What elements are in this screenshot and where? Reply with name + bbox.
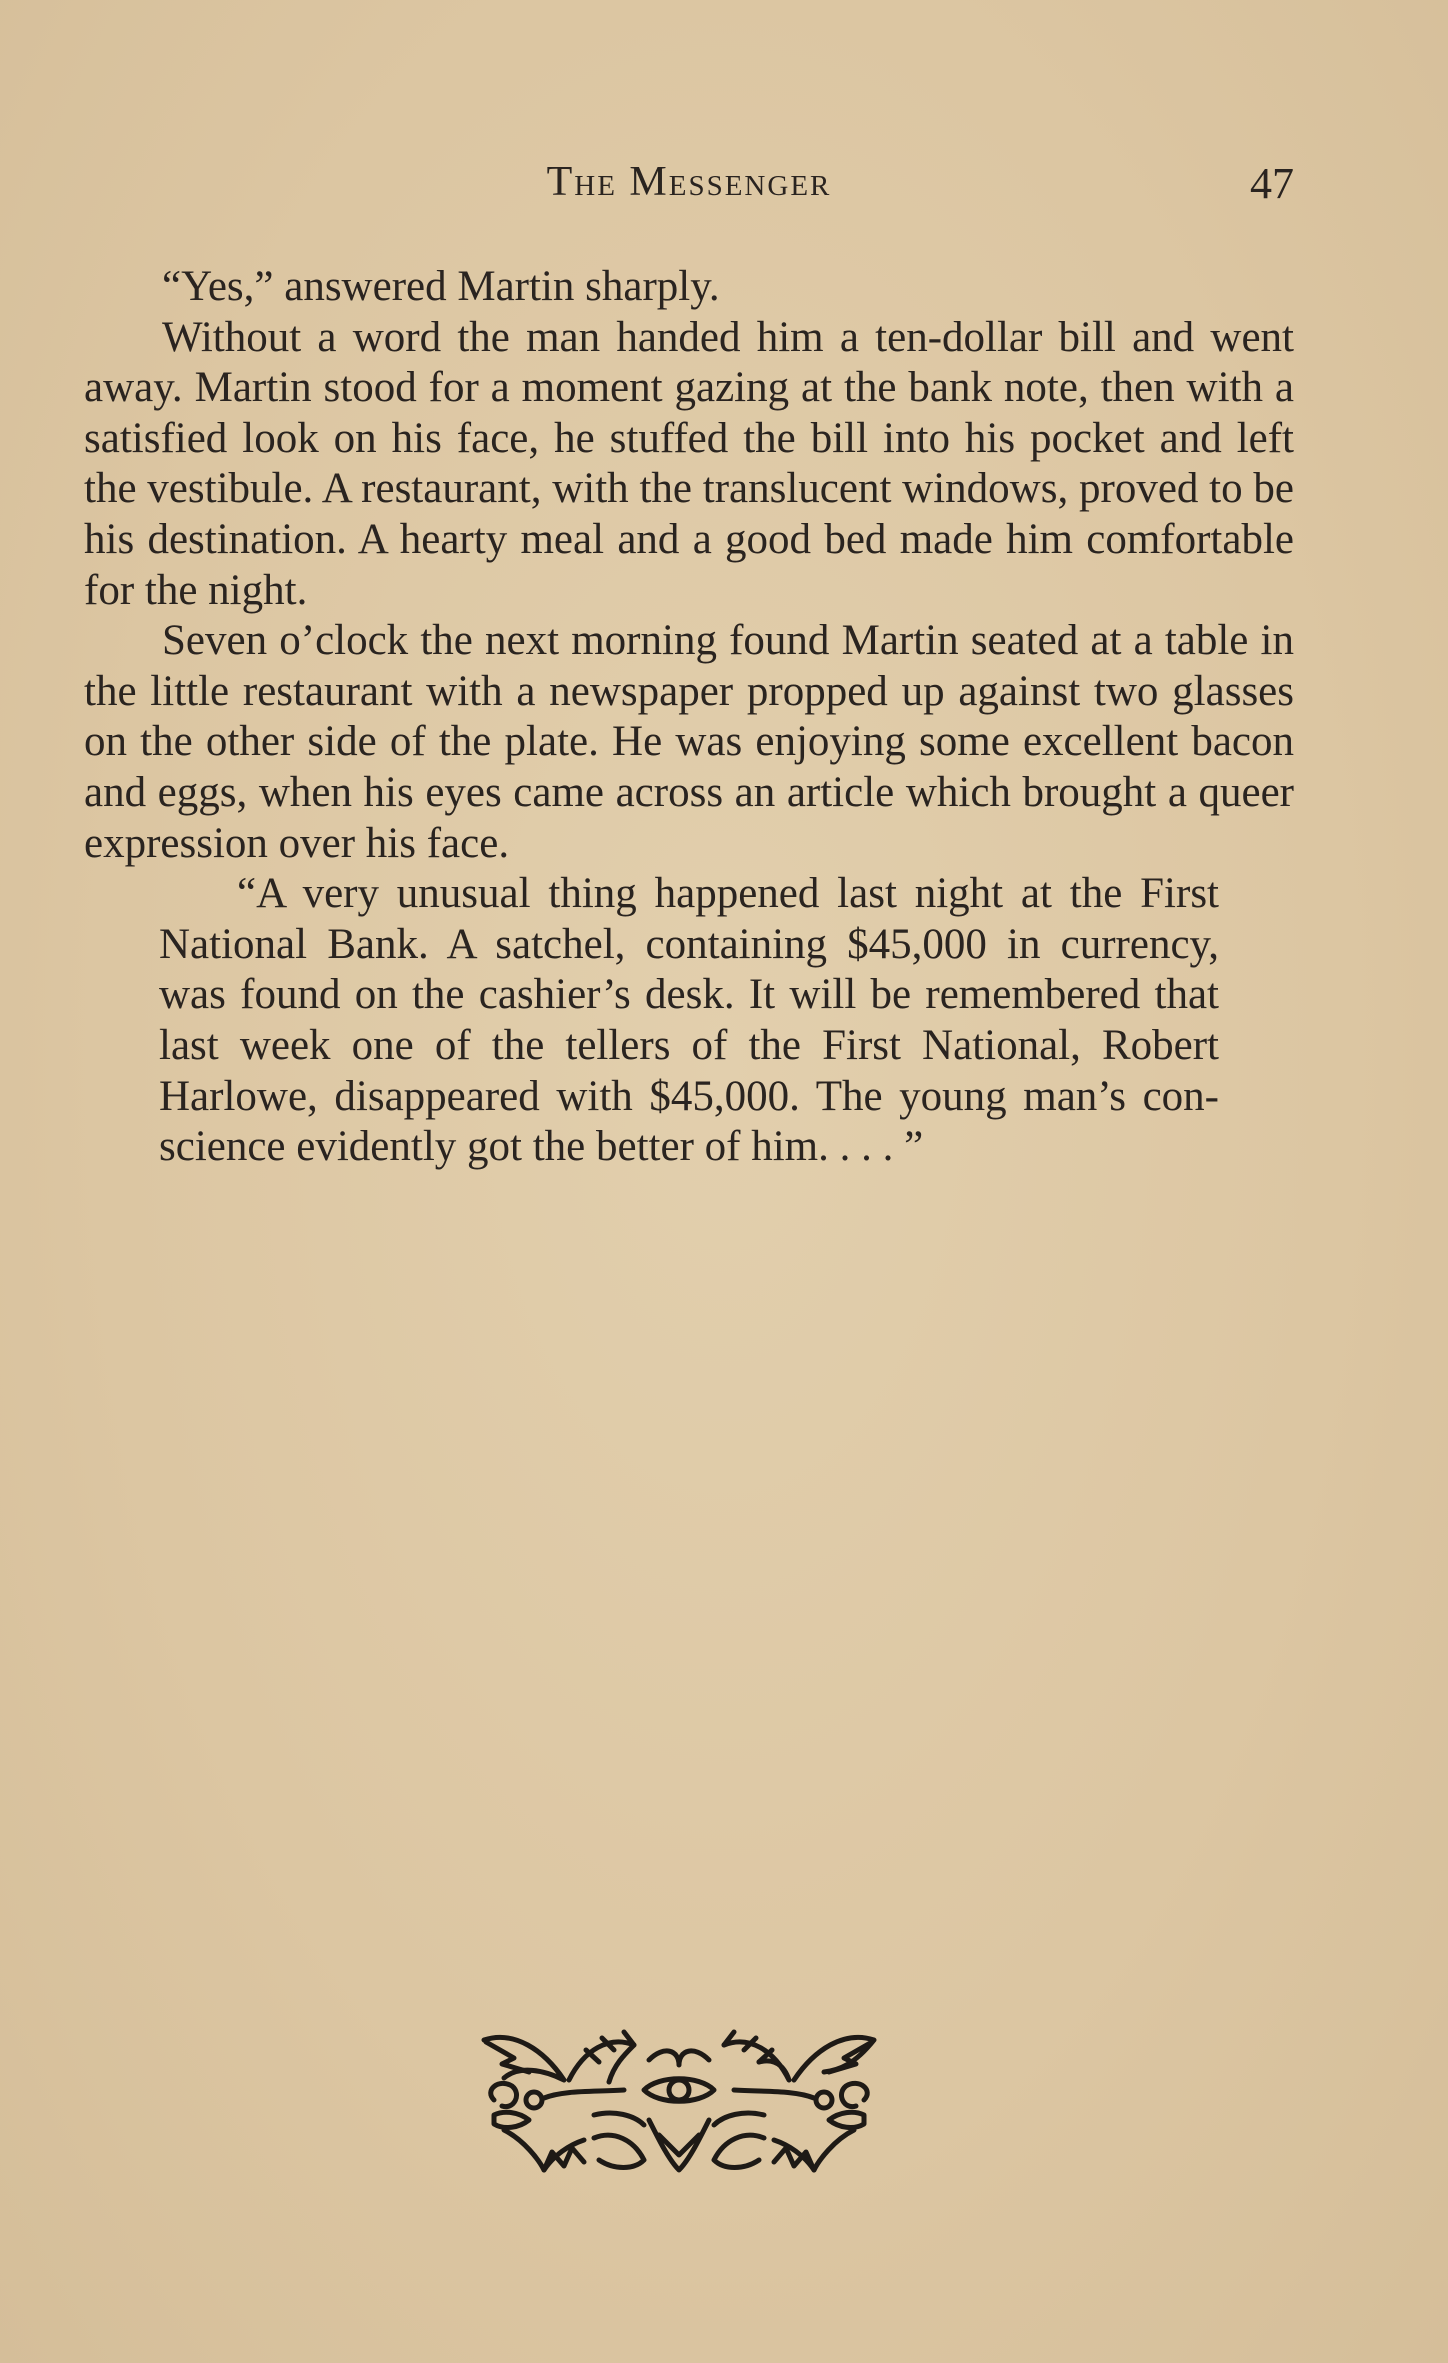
paragraph-3: Seven o’clock the next morning found Martin seated at a table in the little restaurant with a newspaper propped up against two glasses on the other side of the plate. He was enjoying some excellent bacon and eggs, when his eyes came across an article which brought a queer expression over his face. xyxy=(84,617,1294,867)
page-number: 47 xyxy=(1250,159,1294,208)
text-block xyxy=(84,262,1294,1173)
floral-tailpiece-icon xyxy=(474,2020,884,2180)
running-head xyxy=(84,158,1294,218)
newspaper-quote: “A very unusual thing happened last night at the First National Bank. A satchel, containing $45,000 in currency, was found on the cashier’s desk. It will be remembered that last week one of the tellers of the First National, Robert Harlowe, disappeared with $45,000. The young man’s con-science evidently got the better of him. . . . ” xyxy=(159,870,1219,1171)
paragraph-2: Without a word the man handed him a ten-dollar bill and went away. Martin stood for a moment gazing at the bank note, then with a satisfied look on his face, he stuffed the bill into his pocket and left the vestibule. A restaurant, with the translucent windows, proved to be his destination. A hearty meal and a good bed made him comfortable for the night. xyxy=(84,313,1294,614)
running-title: The Messenger xyxy=(546,159,832,205)
paragraph-1: “Yes,” answered Martin sharply. xyxy=(162,263,720,310)
